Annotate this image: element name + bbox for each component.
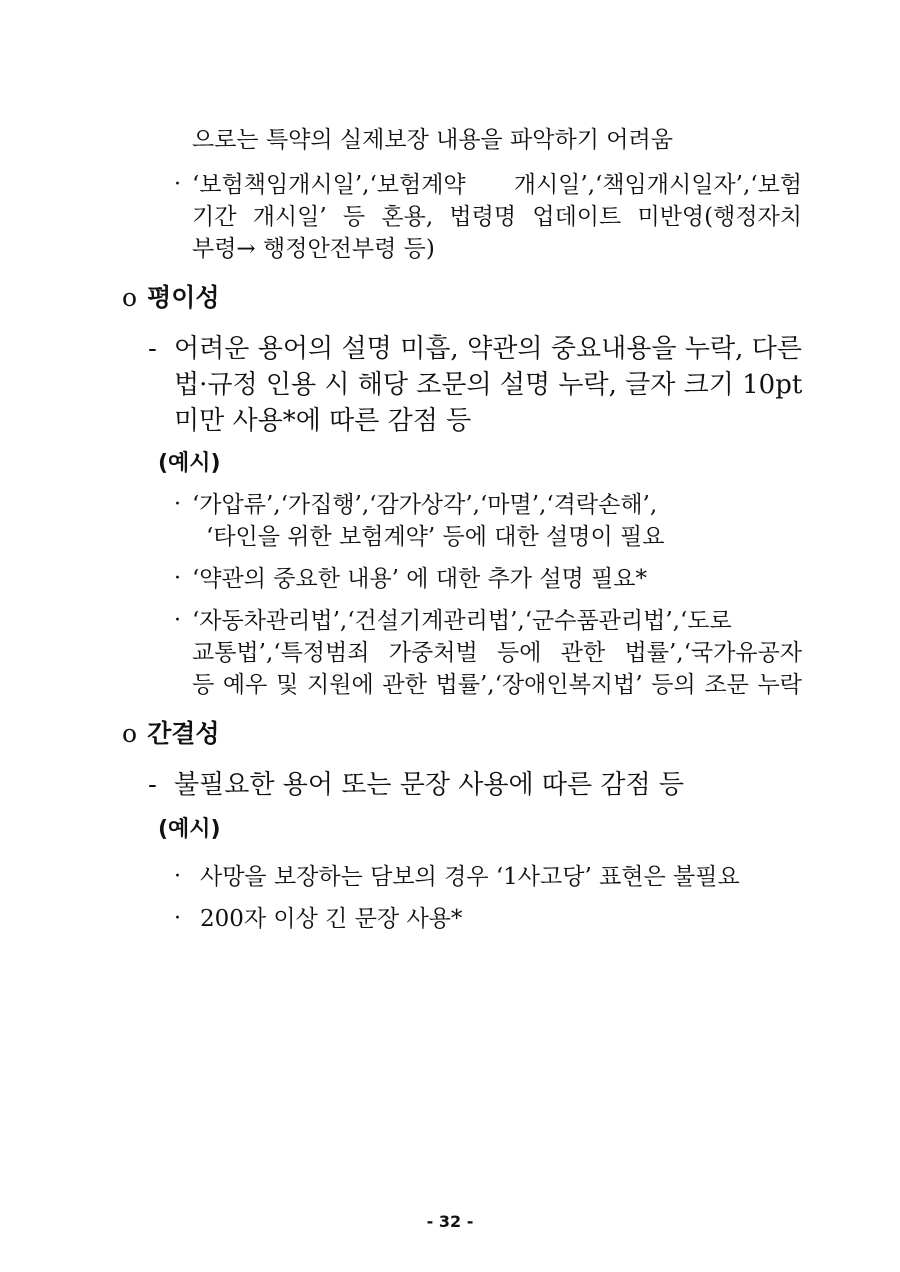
bullet-text: 교통법’,‘특정범죄 가중처벌 등에 관한 법률’,‘국가유공자 (192, 640, 802, 666)
bullet-dot: · (174, 566, 181, 591)
bullet-text: 부령→ 행정안전부령 등) (192, 236, 435, 262)
heading-title: 간결성 (147, 719, 220, 748)
bullet-dot: · (174, 608, 181, 633)
example-label: (예시) (158, 817, 221, 842)
bullet-text: 200자 이상 긴 문장 사용* (200, 906, 463, 932)
section-heading-plainness (122, 281, 220, 315)
example-label: (예시) (158, 451, 221, 476)
heading-marker: o (122, 719, 138, 748)
heading-marker: o (122, 283, 138, 312)
bullet-text: ‘보험책임개시일’,‘보험계약 개시일’,‘책임개시일자’,‘보험 (192, 172, 802, 198)
section-heading-conciseness (122, 717, 220, 751)
bullet-dot: · (174, 492, 181, 517)
bullet-text: 기간 개시일’ 등 혼용, 법령명 업데이트 미반영(행정자치 (192, 204, 802, 230)
bullet-text: ‘약관의 중요한 내용’ 에 대한 추가 설명 필요* (192, 566, 648, 592)
page-number: - 32 - (426, 1212, 474, 1231)
bullet-text: 사망을 보장하는 담보의 경우 ‘1사고당’ 표현은 불필요 (200, 864, 740, 890)
continuation-line: 으로는 특약의 실제보장 내용을 파악하기 어려움 (192, 127, 673, 153)
description-text: 불필요한 용어 또는 문장 사용에 따른 감점 등 (174, 770, 684, 800)
description-text: 어려운 용어의 설명 미흡, 약관의 중요내용을 누락, 다른 (174, 334, 802, 364)
bullet-text: ‘가압류’,‘가집행’,‘감가상각’,‘마멸’,‘격락손해’, (192, 492, 658, 518)
description-text: 법·규정 인용 시 해당 조문의 설명 누락, 글자 크기 10pt (174, 370, 803, 400)
bullet-dot: · (174, 906, 181, 931)
bullet-text: ‘타인을 위한 보험계약’ 등에 대한 설명이 필요 (206, 524, 665, 550)
bullet-dot: · (174, 172, 181, 197)
bullet-dot: · (174, 864, 181, 889)
dash-marker: - (148, 770, 157, 800)
heading-title: 평이성 (147, 283, 220, 312)
bullet-text: ‘자동차관리법’,‘건설기계관리법’,‘군수품관리법’,‘도로 (192, 608, 732, 634)
bullet-text: 등 예우 및 지원에 관한 법률’,‘장애인복지법’ 등의 조문 누락 (192, 672, 802, 698)
dash-marker: - (148, 334, 157, 364)
description-text: 미만 사용*에 따른 감점 등 (174, 406, 472, 436)
